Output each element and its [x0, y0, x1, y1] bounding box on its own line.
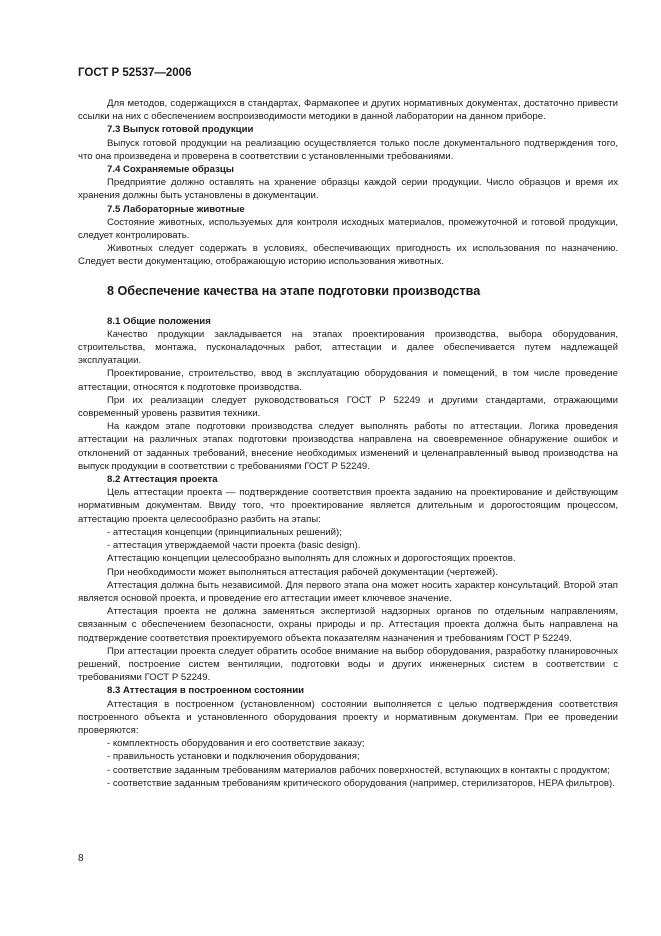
- paragraph: При их реализации следует руководствоваться ГОСТ Р 52249 и другими стандартами, отражающими современный уровень развития техники.: [78, 394, 618, 420]
- paragraph: - соответствие заданным требованиям критического оборудования (например, стерилизаторов, HEPA фильтров).: [107, 777, 615, 789]
- paragraph: Качество продукции закладывается на этапах проектирования производства, выбора оборудования, строительства, монтажа, пусконаладочных работ, аттестации и далее обеспечивается путем надлежащей эксплуатации.: [78, 328, 618, 367]
- paragraph: Для методов, содержащихся в стандартах, Фармакопее и других нормативных документах, достаточно привести ссылки на них с обеспечением воспроизводимости методики в данной лаборатории на данном приборе.: [78, 98, 618, 123]
- paragraph: - соответствие заданным требованиям материалов рабочих поверхностей, вступающих в контакты с продуктом;: [107, 764, 610, 776]
- paragraph: Цель аттестации проекта — подтверждение соответствия проекта заданию на проектирование и действующим нормативным документам. Ввиду того, что проектирование является длительным и дорогостоящим процессом, аттестацию проекта целесообразно разбить на этапы:: [78, 487, 618, 525]
- page-number: 8: [78, 853, 84, 864]
- list-item: - комплектность оборудования и его соответствие заказу;: [107, 738, 365, 750]
- paragraph: Состояние животных, используемых для контроля исходных материалов, промежуточной и готовой продукции, следует контролировать.: [78, 216, 618, 242]
- paragraph: Животных следует содержать в условиях, обеспечивающих пригодность их использования по назначению. Следует вести документацию, отображающую историю использования животных.: [78, 243, 618, 268]
- paragraph: Предприятие должно оставлять на хранение образцы каждой серии продукции. Число образцов и время их хранения должны быть установлены в документации.: [78, 177, 618, 202]
- paragraph: Выпуск готовой продукции на реализацию осуществляется только после документального подтверждения того, что она произведена и проверена в соответствии с установленными требованиями.: [78, 137, 618, 162]
- list-item: - аттестация концепции (принципиальных решений);: [107, 526, 342, 538]
- paragraph: На каждом этапе подготовки производства следует выполнять работы по аттестации. Логика проведения аттестации на различных этапах подготовки производства направлена на своевременное обнаружение ошибок и отклонений от заданных требований, внесение необходимых изменений и целенаправленный вывод производства на выпуск продукции в соответствии с требованиями ГОСТ Р 52249.: [78, 421, 618, 472]
- paragraph: Аттестация в построенном (установленном) состоянии выполняется с целью подтверждения соответствия построенного объекта и установленного оборудования проекту и нормативным документам. При ее проведении проверяются:: [78, 698, 618, 736]
- section-subheading: 7.5 Лабораторные животные: [107, 203, 245, 215]
- list-item: - правильность установки и подключения оборудования;: [107, 751, 360, 763]
- section-subheading: 8.2 Аттестация проекта: [107, 474, 218, 486]
- paragraph: Аттестация должна быть независимой. Для первого этапа она может носить характер консультаций. Второй этап является основой проекта, и проведение его аттестации имеет ключевое значение.: [78, 579, 618, 604]
- section-heading: 8 Обеспечение качества на этапе подготовки производства: [107, 283, 481, 298]
- paragraph: При аттестации проекта следует обратить особое внимание на выбор оборудования, разработку планировочных решений, построение систем вентиляции, подготовки воды и других инженерных систем в соответствии с требованиями ГОСТ Р 52249.: [78, 645, 618, 684]
- document-header: ГОСТ Р 52537—2006: [78, 67, 192, 79]
- section-subheading: 7.4 Сохраняемые образцы: [107, 164, 234, 176]
- paragraph: При необходимости может выполняться аттестация рабочей документации (чертежей).: [107, 566, 498, 578]
- paragraph: Проектирование, строительство, ввод в эксплуатацию оборудования и помещений, в том числе проведение аттестации, относятся к подготовке производства.: [78, 368, 618, 393]
- paragraph: Аттестацию концепции целесообразно выполнять для сложных и дорогостоящих проектов.: [107, 553, 516, 565]
- list-item: - аттестация утверждаемой части проекта (basic design).: [107, 540, 361, 552]
- document-body: [78, 97, 618, 790]
- section-subheading: 8.1 Общие положения: [107, 315, 211, 327]
- section-subheading: 7.3 Выпуск готовой продукции: [107, 124, 254, 136]
- paragraph: Аттестация проекта не должна заменяться экспертизой надзорных органов по отдельным направлениям, связанным с обеспечением безопасности, охраны природы и пр. Аттестация проекта должна быть направлена на подтверждение соответствия проектируемого объекта показателям назначения и требованиям ГОСТ Р 52249.: [78, 606, 618, 644]
- section-subheading: 8.3 Аттестация в построенном состоянии: [107, 685, 305, 697]
